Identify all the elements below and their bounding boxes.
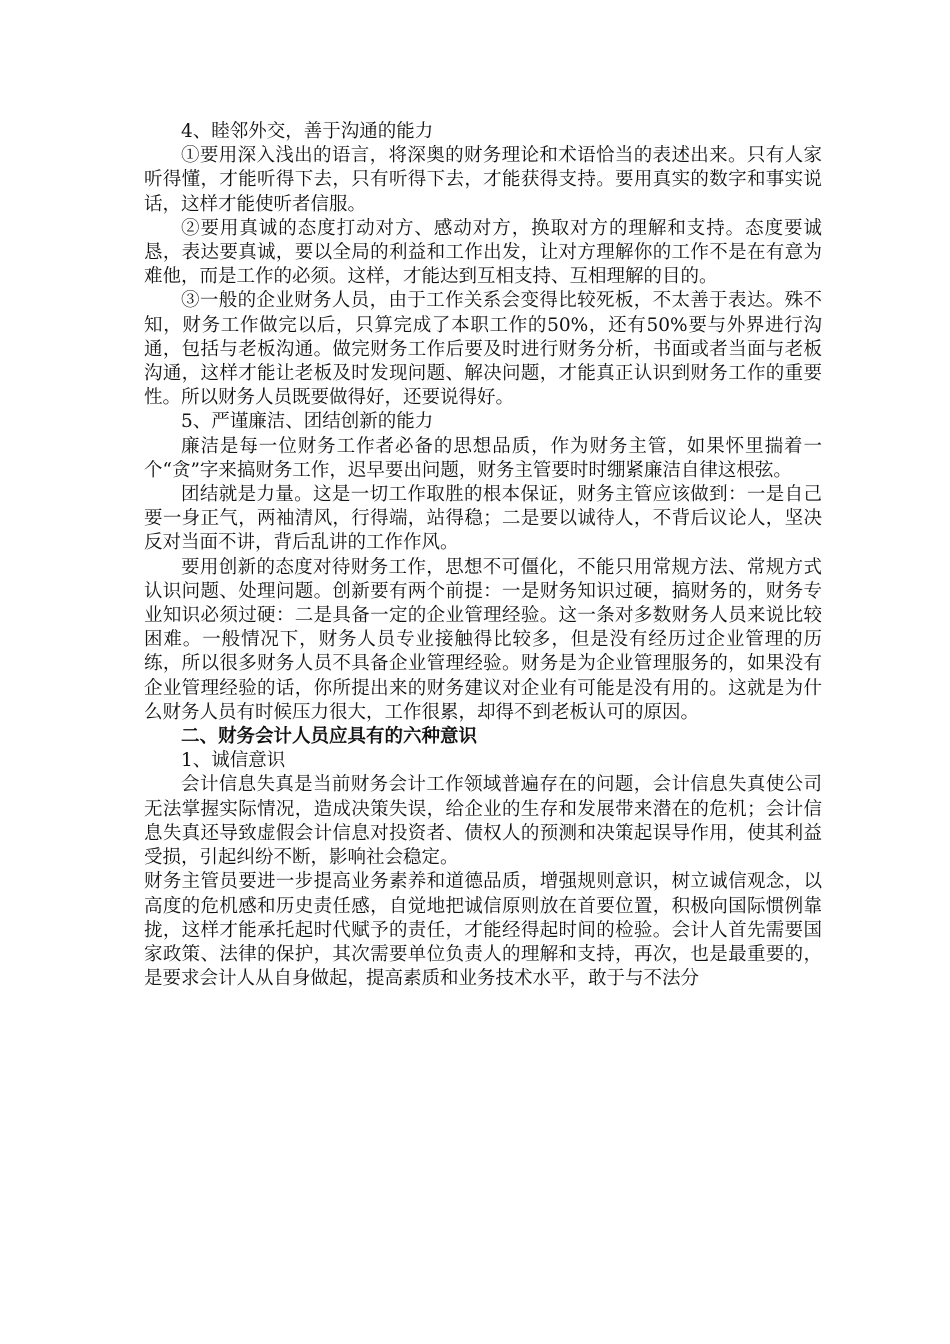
paragraph: ①要用深入浅出的语言，将深奥的财务理论和术语恰当的表述出来。只有人家听得懂，才能听得下去，只有听得下去，才能获得支持。要用真实的数字和事实说话，这样才能使听者信服。 <box>144 145 822 215</box>
paragraph: 团结就是力量。这是一切工作取胜的根本保证，财务主管应该做到：一是自己要一身正气，两袖清风，行得端，站得稳；二是要以诚待人，不背后议论人，坚决反对当面不讲，背后乱讲的工作作风。 <box>144 484 822 554</box>
paragraph: ②要用真诚的态度打动对方、感动对方，换取对方的理解和支持。态度要诚恳，表达要真诚，要以全局的利益和工作出发，让对方理解你的工作不是在有意为难他，而是工作的必须。这样，才能达到互相支持、互相理解的目的。 <box>144 217 822 288</box>
paragraph: 会计信息失真是当前财务会计工作领域普遍存在的问题，会计信息失真使公司无法掌握实际情况，造成决策失误，给企业的生存和发展带来潜在的危机；会计信息失真还导致虚假会计信息对投资者、债权人的预测和决策起误导作用，使其利益受损，引起纠纷不断，影响社会稳定。 <box>144 774 822 869</box>
subheading-honesty: 1、诚信意识 <box>181 750 286 772</box>
paragraph: 廉洁是每一位财务工作者必备的思想品质，作为财务主管，如果怀里揣着一个“贪”字来搞财务工作，迟早要出问题，财务主管要时时绷紧廉洁自律这根弦。 <box>144 435 822 481</box>
section-heading: 二、财务会计人员应具有的六种意识 <box>181 726 478 748</box>
paragraph: 财务主管员要进一步提高业务素养和道德品质，增强规则意识，树立诚信观念，以高度的危机感和历史责任感，自觉地把诚信原则放在首要位置，积极向国际惯例靠拢，这样才能承托起时代赋予的责任，才能经得起时间的检验。会计人首先需要国家政策、法律的保护，其次需要单位负责人的理解和支持，再次，也是最重要的，是要求会计人从自身做起，提高素质和业务技术水平，敢于与不法分 <box>144 871 822 990</box>
document-body <box>144 120 822 991</box>
paragraph: ③一般的企业财务人员，由于工作关系会变得比较死板，不太善于表达。殊不知，财务工作做完以后，只算完成了本职工作的50%，还有50%要与外界进行沟通，包括与老板沟通。做完财务工作后要及时进行财务分析，书面或者当面与老板沟通，这样才能让老板及时发现问题、解决问题，才能真正认识到财务工作的重要性。所以财务人员既要做得好，还要说得好。 <box>144 290 822 409</box>
paragraph: 要用创新的态度对待财务工作，思想不可僵化，不能只用常规方法、常规方式认识问题、处理问题。创新要有两个前提：一是财务知识过硬，搞财务的，财务专业知识必须过硬：二是具备一定的企业管理经验。这一条对多数财务人员来说比较困难。一般情况下，财务人员专业接触得比较多，但是没有经历过企业管理的历练，所以很多财务人员不具备企业管理经验。财务是为企业管理服务的，如果没有企业管理经验的话，你所提出来的财务建议对企业有可能是没有用的。这就是为什么财务人员有时候压力很大，工作很累，却得不到老板认可的原因。 <box>144 556 822 723</box>
subheading-communication: 4、睦邻外交，善于沟通的能力 <box>181 121 434 142</box>
subheading-integrity: 5、严谨廉洁、团结创新的能力 <box>181 411 434 433</box>
